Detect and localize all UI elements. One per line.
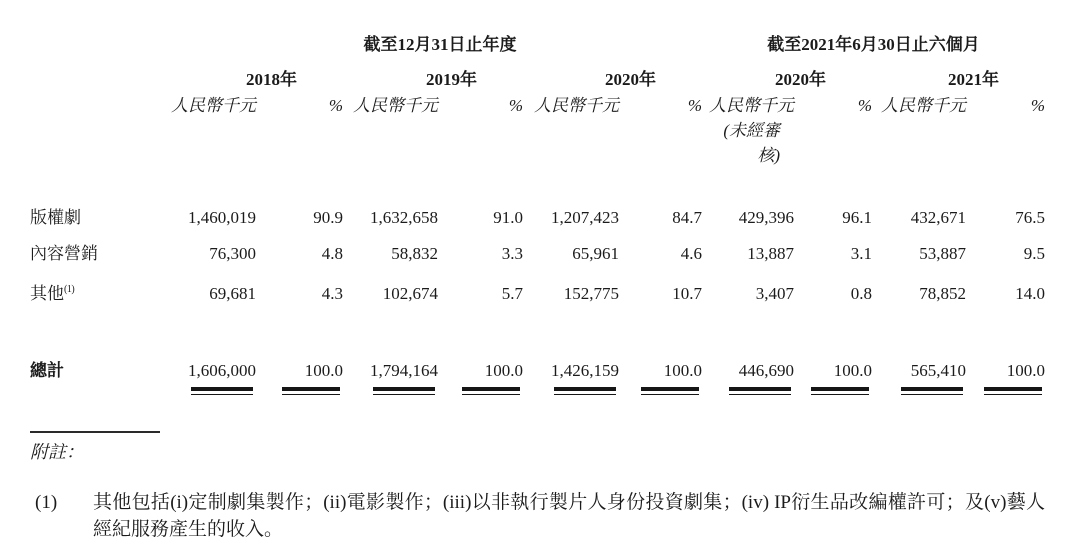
cell-value: 10.7 (672, 284, 702, 303)
total-percent: 100.0 (1006, 361, 1045, 380)
cell-value: 1,207,423 (551, 208, 619, 227)
cell-value: 65,961 (572, 244, 619, 263)
total-double-rule (554, 387, 616, 395)
cell-value: 69,681 (209, 284, 256, 303)
total-value (872, 358, 966, 395)
unaudited-note: (未經審核) (723, 121, 780, 165)
year-header-2019: 2019年 (426, 70, 477, 89)
total-amount: 1,794,164 (370, 361, 438, 380)
year-header-2020: 2020年 (605, 70, 656, 89)
cell-value: 432,671 (910, 208, 966, 227)
percent-header: % (857, 96, 872, 115)
total-value (702, 358, 794, 395)
total-double-rule (191, 387, 253, 395)
unit-header: 人民幣千元 (534, 96, 619, 115)
cell-value: 78,852 (919, 284, 966, 303)
total-double-rule (984, 387, 1042, 395)
unit-header: 人民幣千元 (171, 96, 256, 115)
cell-value: 3.1 (850, 244, 872, 263)
row-label-text: 其他 (30, 284, 64, 303)
cell-value: 102,674 (382, 284, 438, 303)
total-value (150, 358, 256, 395)
cell-value: 13,887 (747, 244, 794, 263)
table-year-header-row (30, 52, 1045, 90)
percent-header: % (508, 96, 523, 115)
table-total-row (30, 358, 1045, 395)
total-amount: 446,690 (738, 361, 794, 380)
cell-value: 84.7 (672, 208, 702, 227)
year-header-2020-interim: 2020年 (775, 70, 826, 89)
total-double-rule (811, 387, 869, 395)
row-label-content-marketing: 內容營銷 (30, 244, 98, 263)
unit-header: 人民幣千元 (353, 96, 438, 115)
total-value (966, 358, 1045, 395)
cell-value: 76,300 (209, 244, 256, 263)
cell-value: 3,407 (755, 284, 794, 303)
cell-value: 1,632,658 (370, 208, 438, 227)
total-double-rule (641, 387, 699, 395)
footnote-marker: (1) (64, 284, 75, 295)
cell-value: 53,887 (919, 244, 966, 263)
total-amount: 565,410 (910, 361, 966, 380)
total-double-rule (901, 387, 963, 395)
total-double-rule (373, 387, 435, 395)
table-group-header-row (30, 30, 1045, 52)
total-amount: 1,606,000 (188, 361, 256, 380)
total-label: 總計 (30, 361, 64, 380)
year-header-2021-interim: 2021年 (948, 70, 999, 89)
total-percent: 100.0 (484, 361, 523, 380)
percent-header: % (328, 96, 343, 115)
footnote-text: 其他包括(i)定制劇集製作；(ii)電影製作；(iii)以非執行製片人身份投資劇集；(iv) IP衍生品改編權許可；及(v)藝人經紀服務產生的收入。 (93, 492, 1045, 540)
year-header-2018: 2018年 (246, 70, 297, 89)
total-value (256, 358, 343, 395)
cell-value: 91.0 (493, 208, 523, 227)
footnote-number: (1) (35, 492, 58, 513)
table-unaudited-row (30, 116, 1045, 165)
percent-header: % (687, 96, 702, 115)
cell-value: 4.8 (321, 244, 343, 263)
cell-value: 1,460,019 (188, 208, 256, 227)
group-header-interim: 截至2021年6月30日止六個月 (767, 35, 980, 54)
cell-value: 429,396 (738, 208, 794, 227)
cell-value: 9.5 (1023, 244, 1045, 263)
table-row (30, 236, 1045, 272)
cell-value: 96.1 (842, 208, 872, 227)
cell-value: 3.3 (501, 244, 523, 263)
total-value (438, 358, 523, 395)
total-percent: 100.0 (833, 361, 872, 380)
cell-value: 152,775 (563, 284, 619, 303)
total-double-rule (462, 387, 520, 395)
cell-value: 90.9 (313, 208, 343, 227)
total-value (523, 358, 619, 395)
table-row (30, 200, 1045, 236)
table-unit-header-row (30, 90, 1045, 116)
footnote-divider (30, 431, 160, 433)
cell-value: 76.5 (1015, 208, 1045, 227)
total-double-rule (729, 387, 791, 395)
total-value (794, 358, 872, 395)
cell-value: 5.7 (501, 284, 523, 303)
table-row (30, 272, 1045, 308)
total-percent: 100.0 (663, 361, 702, 380)
total-value (619, 358, 702, 395)
footnote-item (30, 489, 1045, 543)
total-amount: 1,426,159 (551, 361, 619, 380)
total-double-rule (282, 387, 340, 395)
header-body-gap (30, 142, 1045, 200)
cell-value: 4.6 (680, 244, 702, 263)
footnote-heading: 附註： (30, 442, 84, 462)
unit-header: 人民幣千元 (881, 96, 966, 115)
body-total-gap (30, 308, 1045, 358)
cell-value: 58,832 (391, 244, 438, 263)
row-label-copyright-dramas: 版權劇 (30, 208, 81, 227)
total-value (343, 358, 438, 395)
percent-header: % (1030, 96, 1045, 115)
cell-value: 0.8 (850, 284, 872, 303)
total-percent: 100.0 (304, 361, 343, 380)
row-label-others (30, 272, 150, 312)
unit-header: 人民幣千元 (709, 96, 794, 115)
cell-value: 14.0 (1015, 284, 1045, 303)
group-header-annual: 截至12月31日止年度 (363, 35, 517, 54)
cell-value: 4.3 (321, 284, 343, 303)
